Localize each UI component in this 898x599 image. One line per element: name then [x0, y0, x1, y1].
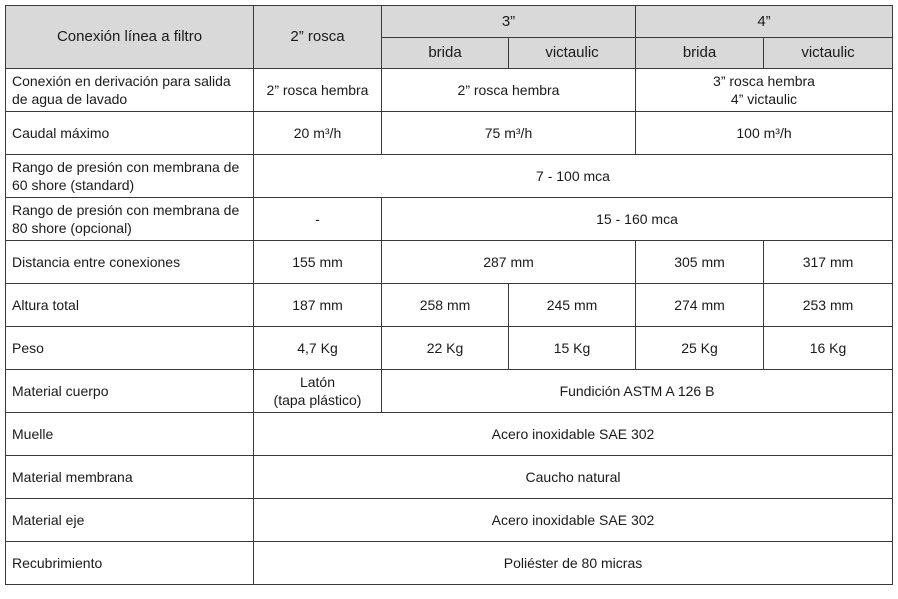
- table-row: [6, 284, 893, 327]
- row-label: Recubrimiento: [6, 542, 254, 585]
- table-row: [6, 542, 893, 585]
- spec-table: [5, 5, 893, 585]
- cell-4in-line2: 4” victaulic: [730, 91, 798, 107]
- cell-3in-victaulic: 245 mm: [509, 284, 636, 327]
- row-label: Peso: [6, 327, 254, 370]
- cell-4in: 100 m³/h: [636, 112, 893, 155]
- cell-all: 7 - 100 mca: [254, 155, 893, 198]
- cell-3in: 2” rosca hembra: [382, 69, 636, 112]
- cell-rest: Fundición ASTM A 126 B: [382, 370, 893, 413]
- cell-all: Caucho natural: [254, 456, 893, 499]
- header-3in-brida: brida: [382, 38, 509, 69]
- table-row: [6, 456, 893, 499]
- cell-3in-victaulic: 15 Kg: [509, 327, 636, 370]
- row-label: Muelle: [6, 413, 254, 456]
- cell-3in: 75 m³/h: [382, 112, 636, 155]
- cell-2in: 20 m³/h: [254, 112, 382, 155]
- header-4in-brida: brida: [636, 38, 764, 69]
- header-2in: 2” rosca: [254, 6, 382, 69]
- row-label: Distancia entre conexiones: [6, 241, 254, 284]
- cell-4in-brida: 305 mm: [636, 241, 764, 284]
- cell-2in: -: [254, 198, 382, 241]
- cell-2in: [254, 370, 382, 413]
- cell-all: Acero inoxidable SAE 302: [254, 413, 893, 456]
- cell-rest: 15 - 160 mca: [382, 198, 893, 241]
- cell-2in: 187 mm: [254, 284, 382, 327]
- cell-4in-brida: 274 mm: [636, 284, 764, 327]
- header-4in-victaulic: victaulic: [764, 38, 893, 69]
- row-label: Material eje: [6, 499, 254, 542]
- cell-4in-victaulic: 317 mm: [764, 241, 893, 284]
- cell-3in-brida: 22 Kg: [382, 327, 509, 370]
- table-row: [6, 413, 893, 456]
- cell-4in-brida: 25 Kg: [636, 327, 764, 370]
- row-label: Rango de presión con membrana de 80 shore (opcional): [6, 198, 254, 241]
- row-label: Caudal máximo: [6, 112, 254, 155]
- cell-4in-victaulic: 253 mm: [764, 284, 893, 327]
- cell-3in: 287 mm: [382, 241, 636, 284]
- header-4in: 4”: [636, 6, 893, 38]
- row-label: Material cuerpo: [6, 370, 254, 413]
- table-header: [6, 6, 893, 69]
- cell-2in-line1: Latón: [299, 374, 336, 390]
- table-body: [6, 69, 893, 585]
- table-row: [6, 370, 893, 413]
- table-row: [6, 499, 893, 542]
- table-row: [6, 69, 893, 112]
- table-row: [6, 112, 893, 155]
- cell-4in-line1: 3” rosca hembra: [713, 73, 815, 89]
- row-label: Altura total: [6, 284, 254, 327]
- header-label: Conexión línea a filtro: [6, 6, 254, 69]
- cell-2in: 2” rosca hembra: [254, 69, 382, 112]
- table-row: [6, 155, 893, 198]
- row-label: Rango de presión con membrana de 60 shore (standard): [6, 155, 254, 198]
- cell-2in: 155 mm: [254, 241, 382, 284]
- row-label: Conexión en derivación para salida de agua de lavado: [6, 69, 254, 112]
- row-label: Material membrana: [6, 456, 254, 499]
- table-row: [6, 327, 893, 370]
- cell-2in-line2: (tapa plástico): [273, 392, 362, 408]
- cell-all: Acero inoxidable SAE 302: [254, 499, 893, 542]
- cell-4in: [636, 69, 893, 112]
- cell-2in: 4,7 Kg: [254, 327, 382, 370]
- header-3in: 3”: [382, 6, 636, 38]
- cell-3in-brida: 258 mm: [382, 284, 509, 327]
- table-row: [6, 241, 893, 284]
- table-row: [6, 198, 893, 241]
- cell-4in-victaulic: 16 Kg: [764, 327, 893, 370]
- cell-all: Poliéster de 80 micras: [254, 542, 893, 585]
- header-3in-victaulic: victaulic: [509, 38, 636, 69]
